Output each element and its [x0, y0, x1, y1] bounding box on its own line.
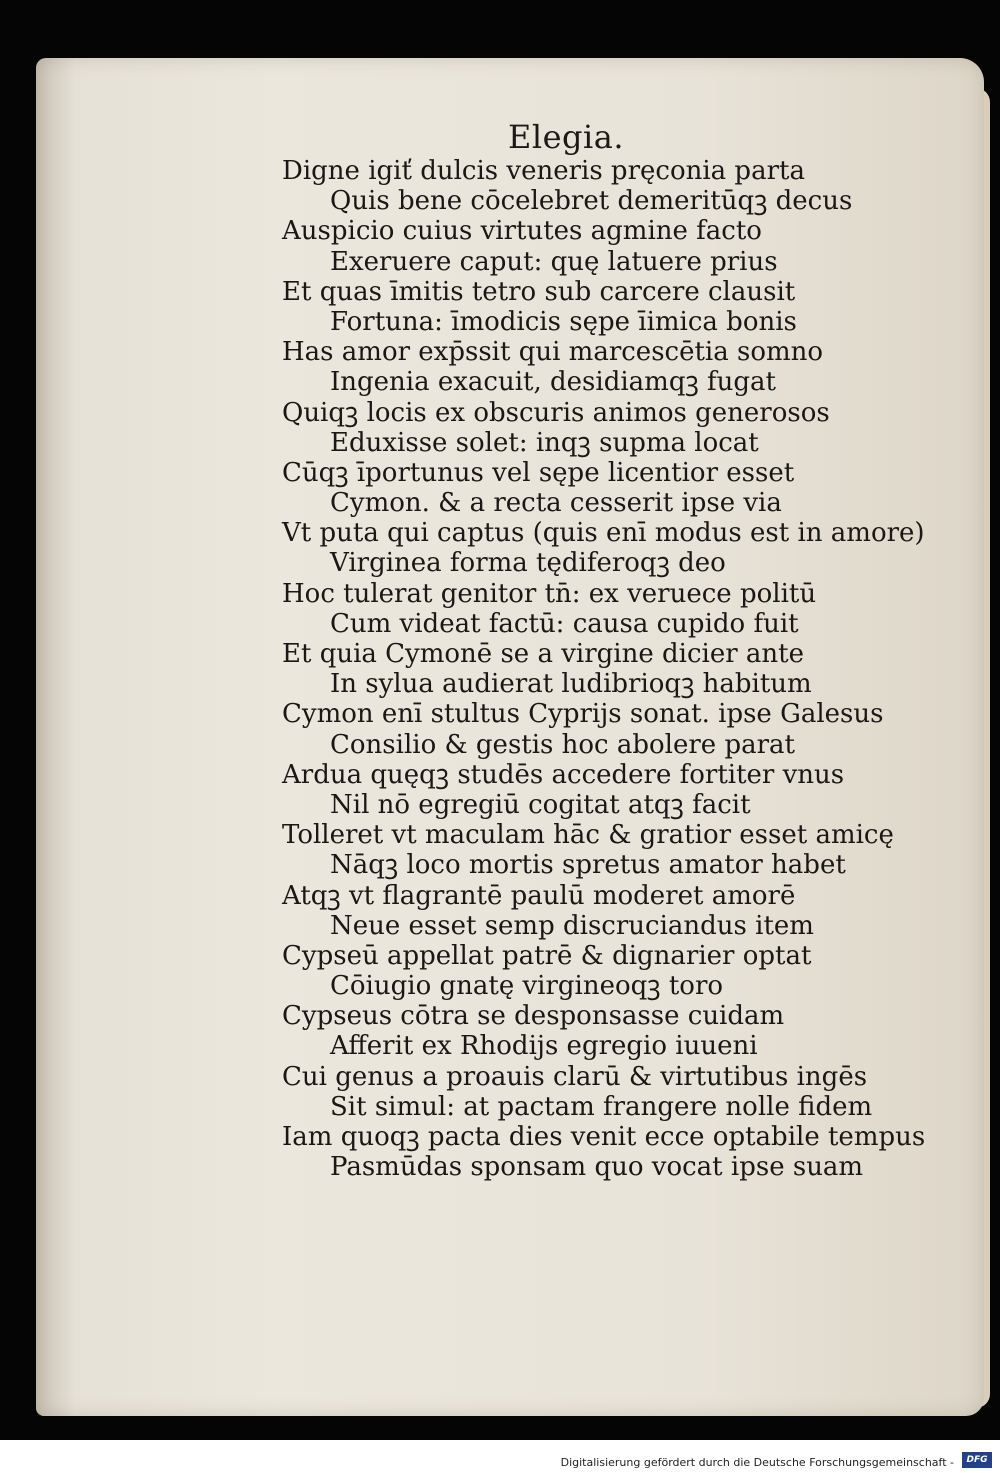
verse-line: In sylua audierat ludibrioqꝫ habitum [330, 669, 812, 700]
verse-line: Sit simul: at pactam frangere nolle fidem [330, 1091, 873, 1122]
verse-line: Afferit ex Rhodijs egregio iuueni [330, 1031, 758, 1062]
digitization-credit: Digitalisierung gefördert durch die Deutsche Forschungsgemeinschaft - [560, 1456, 954, 1469]
page-heading: Elegia. [508, 118, 624, 156]
verse-line: Quiqꝫ locis ex obscuris animos generosos [282, 397, 830, 428]
verse-line: Cōiugio gnatę virgineoqꝫ toro [330, 971, 724, 1002]
verse-line: Nil nō egregiū cogitat atqꝫ facit [330, 789, 751, 820]
verse-line: Eduxisse solet: inqꝫ supma locat [330, 427, 759, 458]
verse-line: Ingenia exacuit, desidiamqꝫ fugat [330, 367, 776, 398]
verse-line: Quis bene cōcelebret demeritūqꝫ decus [330, 186, 853, 217]
verse-line: Nāqꝫ loco mortis spretus amator habet [330, 850, 846, 881]
verse-line: Pasmūdas sponsam quo vocat ipse suam [330, 1152, 864, 1183]
verse-line: Vt puta qui captus (quis enī modus est in amore) [282, 518, 925, 549]
verse-line: Auspicio cuius virtutes agmine facto [282, 216, 762, 247]
verse-line: Hoc tulerat genitor tn̄: ex veruece politū [282, 578, 817, 609]
verse-line: Neue esset semp discruciandus item [330, 910, 814, 941]
verse-line: Virginea forma tędiferoqꝫ deo [330, 548, 726, 579]
verse-line: Cymon enī stultus Cyprijs sonat. ipse Galesus [282, 699, 884, 730]
verse-line: Digne igiť dulcis veneris pręconia parta [282, 156, 805, 186]
verse-line: Fortuna: īmodicis sępe īimica bonis [330, 306, 797, 337]
verse-line: Has amor exp̄ssit qui marcescētia somno [282, 337, 824, 368]
verse-line: Exeruere caput: quę latuere prius [330, 246, 778, 277]
verse-line: Cypseus cōtra se desponsasse cuidam [282, 1001, 785, 1032]
verse-line: Cypseū appellat patrē & dignarier optat [282, 940, 812, 971]
dfg-logo: DFG [962, 1452, 992, 1468]
verse-line: Et quia Cymonē se a virgine dicier ante [282, 639, 804, 669]
verse-line: Cūqꝫ īportunus vel sępe licentior esset [282, 457, 795, 488]
verse-line: Cum videat factū: causa cupido fuit [330, 608, 799, 639]
verse-line: Tolleret vt maculam hāc & gratior esset amicę [282, 820, 894, 851]
verse-line: Et quas īmitis tetro sub carcere clausit [282, 276, 796, 307]
verse-line: Cymon. & a recta cesserit ipse via [330, 488, 782, 519]
verse-line: Atqꝫ vt flagrantē paulū moderet amorē [282, 880, 796, 911]
verse-line: Cui genus a proauis clarū & virtutibus ingēs [282, 1061, 868, 1092]
verse-block [282, 156, 932, 1182]
verse-line: Consilio & gestis hoc abolere parat [330, 729, 795, 760]
verse-line: Ardua quęqꝫ studēs accedere fortiter vnus [282, 759, 845, 790]
verse-line: Iam quoqꝫ pacta dies venit ecce optabile tempus [282, 1122, 926, 1152]
page-gutter-shadow [36, 58, 76, 1416]
